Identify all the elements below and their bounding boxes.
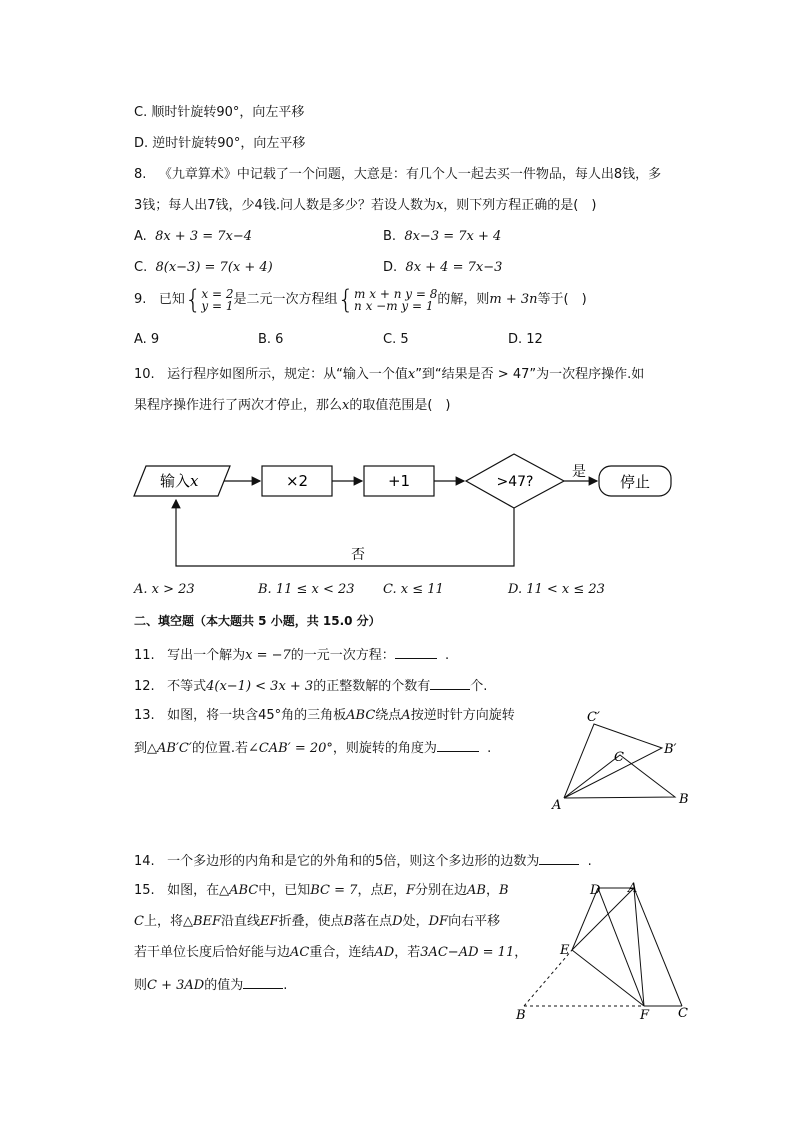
q8-option-d [383,259,502,277]
q8-option-c-text: 8(x−3) = 7(x + 4) [155,260,273,275]
q15-l2b: 上，将 [143,914,183,929]
q10-number: 10. [134,367,155,382]
q15-l2B: B [343,914,354,929]
q13-text-2c: ，则旋转的角度为 [332,741,437,756]
q15-l1g: 分别在边 [415,883,468,898]
q10-option-a [134,581,195,599]
flow-input-label [160,472,199,490]
q15-l2a: C [134,914,144,929]
q15-answer-blank[interactable] [243,975,283,989]
label-c: C [614,750,624,765]
q8-option-a [134,228,252,246]
q12-end: 个. [470,679,488,694]
q11-text-pre: 写出一个解为 [167,648,246,663]
q9-sys2-eq1: m x + n y = 8 [354,286,438,301]
label-d: D [590,883,601,898]
q13-number: 13. [134,708,155,723]
flow-stop-label: 停止 [619,473,651,491]
q11-answer-blank[interactable] [395,645,437,659]
q15-l3a: 若干单位长度后恰好能与边 [134,945,291,960]
q8-var: x [435,198,444,213]
q15-seg-be-dashed [524,950,572,1006]
q15-stem-line3 [134,944,527,962]
q10-option-b [258,581,355,599]
q8-option-a-text: 8x + 3 = 7x−4 [155,229,253,244]
q8-stem-line1 [134,166,661,184]
q8-option-c [134,259,273,277]
q15-l2f: 处， [402,914,429,929]
q8-option-b [383,228,501,246]
flow-loop-back [176,500,514,566]
q13-end: . [487,741,492,756]
q15-end: . [283,978,288,993]
flow-times-label: ×2 [285,472,309,490]
q15-l3ac: AC [290,945,310,960]
q8-option-b-label: B. [383,229,397,244]
q10-text-2b: 的取值范围是( ) [349,398,451,413]
q10-text-1a: 运行程序如图所示，规定：从“输入一个值 [167,367,408,382]
q11-eq: x = −7 [245,648,291,663]
q9-text-mid: 是二元一次方程组 [233,292,338,307]
q15-l3ad: AD [374,945,395,960]
q15-l1b2: B [498,883,509,898]
q15-number: 15. [134,883,155,898]
q15-seg-af [634,888,644,1006]
q8-option-d-label: D. [383,260,398,275]
label-f: F [640,1008,650,1023]
flow-condition-label: >47? [496,474,534,490]
flow-yes-label: 是 [572,464,586,480]
q15-l1d: ， [392,883,406,898]
q14-answer-blank[interactable] [539,851,579,865]
q9-stem [134,286,587,314]
q15-seg-ac [634,888,682,1006]
q8-option-b-text: 8x−3 = 7x + 4 [404,229,502,244]
q15-l2tri: △BEF [182,914,222,929]
q9-option-a: A. 9 [134,332,160,347]
q12-ineq: 4(x−1) < 3x + 3 [206,679,314,694]
q10-var-2: x [342,398,350,413]
q11-text-post: 的一元一次方程： [290,648,395,663]
q15-l1c: ，点 [357,883,384,898]
flow-plus-label: +1 [387,472,411,490]
q10-stem-line2 [134,397,451,415]
label-c: C [678,1006,688,1021]
q11-end: . [445,648,450,663]
q9-number: 9. [134,292,147,307]
flow-no-label: 否 [351,547,365,563]
q15-figure [510,878,700,1028]
q9-brace-2: { [337,284,355,315]
q12-text-pre: 不等式 [167,679,207,694]
q9-text-pre: 已知 [158,292,185,307]
q15-l1f: F [405,883,415,898]
q10-option-c [383,581,444,599]
q15-l1ab: AB [467,883,486,898]
q14-text: 一个多边形的内角和是它的外角和的5倍，则这个多边形的边数为 [167,854,540,869]
q14-stem [134,851,592,871]
q8-option-a-label: A. [134,229,147,244]
q10-option-a-text: A. x > 23 [134,582,195,597]
q15-l4expr: C + 3AD [147,978,205,993]
q9-option-b: B. 6 [258,332,284,347]
q9-expr: m + 3n [489,292,538,307]
q8-number: 8. [134,167,147,182]
q13-answer-blank[interactable] [437,738,479,752]
q13-figure [550,705,700,815]
flow-input-var: x [190,472,199,490]
q9-sys1-eq2: y = 1 [201,298,234,313]
q15-l1e: E [383,883,393,898]
q8-stem-line2 [134,197,596,215]
q9-system-1 [201,288,233,312]
q15-l4a: 则 [134,978,148,993]
q10-flowchart [126,448,686,574]
q15-l3eq: 3AC−AD = 11 [420,945,515,960]
q15-stem-line1 [134,882,509,900]
q10-option-c-text: C. x ≤ 11 [383,582,444,597]
q15-l1a: 如图，在 [167,883,220,898]
q15-l1eq: BC = 7 [310,883,358,898]
q13-text-2a: 到 [134,741,148,756]
q15-l2df: DF [428,914,449,929]
q10-option-d-text: D. 11 < x ≤ 23 [508,582,605,597]
q12-number: 12. [134,679,155,694]
q10-text-1b: ”到“结果是否 > 47”为一次程序操作.如 [415,367,645,382]
q9-text-post1: 的解，则 [437,292,490,307]
q13-text-2b: 的位置.若 [191,741,248,756]
q15-l2D: D [392,914,403,929]
label-c-prime: C′ [587,710,600,725]
q9-option-d: D. 12 [508,332,543,347]
q13-text-1c: 按逆时针方向旋转 [410,708,515,723]
q7-option-d: D. 逆时针旋转90°，向左平移 [134,136,306,151]
q13-text-1b: 绕点 [375,708,402,723]
label-e: E [560,943,570,958]
q9-system-2 [354,288,437,312]
q12-stem [134,676,487,696]
q8-option-d-text: 8x + 4 = 7x−3 [405,260,503,275]
q9-text-post2: 等于( ) [537,292,587,307]
q15-l2c: 沿直线 [221,914,261,929]
q11-number: 11. [134,648,155,663]
q8-text-1: 《九章算术》中记载了一个问题，大意是：有几个人一起去买一件物品，每人出8钱，多 [158,167,662,182]
q15-l1b: 中，已知 [258,883,311,898]
q10-var-1: x [407,367,416,382]
q15-l2ef: EF [260,914,279,929]
q13-angle: ∠CAB′ = 20° [247,741,333,756]
q13-text-1a: 如图，将一块含45°角的三角板 [167,708,347,723]
label-a: A [552,798,562,813]
q9-sys1-eq1: x = 2 [201,286,234,301]
q15-l3d: ， [514,945,528,960]
label-b: B [679,792,689,807]
q13-stem-line1 [134,707,515,725]
q12-text-post: 的正整数解的个数有 [313,679,431,694]
q15-stem-line2 [134,913,500,931]
section-2-title: 二、填空题（本大题共 5 小题，共 15.0 分） [134,614,381,628]
q15-l4b: 的值为 [204,978,244,993]
label-b: B [516,1008,526,1023]
flow-input-text: 输入 [160,472,191,490]
q15-l2g: 向右平移 [448,914,501,929]
q13-abc: ABC [346,708,376,723]
q9-brace-1: { [184,284,202,315]
q12-answer-blank[interactable] [430,676,470,690]
q10-option-d [508,581,605,599]
q14-end: . [587,854,592,869]
q15-stem-line4 [134,975,287,995]
q10-option-b-text: B. 11 ≤ x < 23 [258,582,355,597]
q9-option-c: C. 5 [383,332,409,347]
q15-l2d: 折叠，使点 [278,914,344,929]
label-b-prime: B′ [664,742,677,757]
q13-stem-line2 [134,738,491,758]
q13-a: A [401,708,411,723]
q10-text-2a: 果程序操作进行了两次才停止，那么 [134,398,343,413]
q8-option-c-label: C. [134,260,148,275]
q15-seg-ae [572,888,634,950]
q9-sys2-eq2: n x −m y = 1 [354,298,434,313]
q10-stem-line1 [134,366,644,384]
q11-stem [134,645,449,665]
q15-l1h: ， [485,883,499,898]
label-a: A [628,881,638,896]
q8-text-2a: 3钱；每人出7钱，少4钱.问人数是多少？若设人数为 [134,198,436,213]
q15-l3c: ，若 [394,945,421,960]
q8-text-2b: ，则下列方程正确的是( ) [443,198,597,213]
q15-l2e: 落在点 [353,914,393,929]
q14-number: 14. [134,854,155,869]
q13-tri: △AB′C′ [147,741,192,756]
q15-l3b: 重合，连结 [309,945,375,960]
q15-l1tri: △ABC [219,883,259,898]
q7-option-c: C. 顺时针旋转90°，向左平移 [134,105,305,120]
